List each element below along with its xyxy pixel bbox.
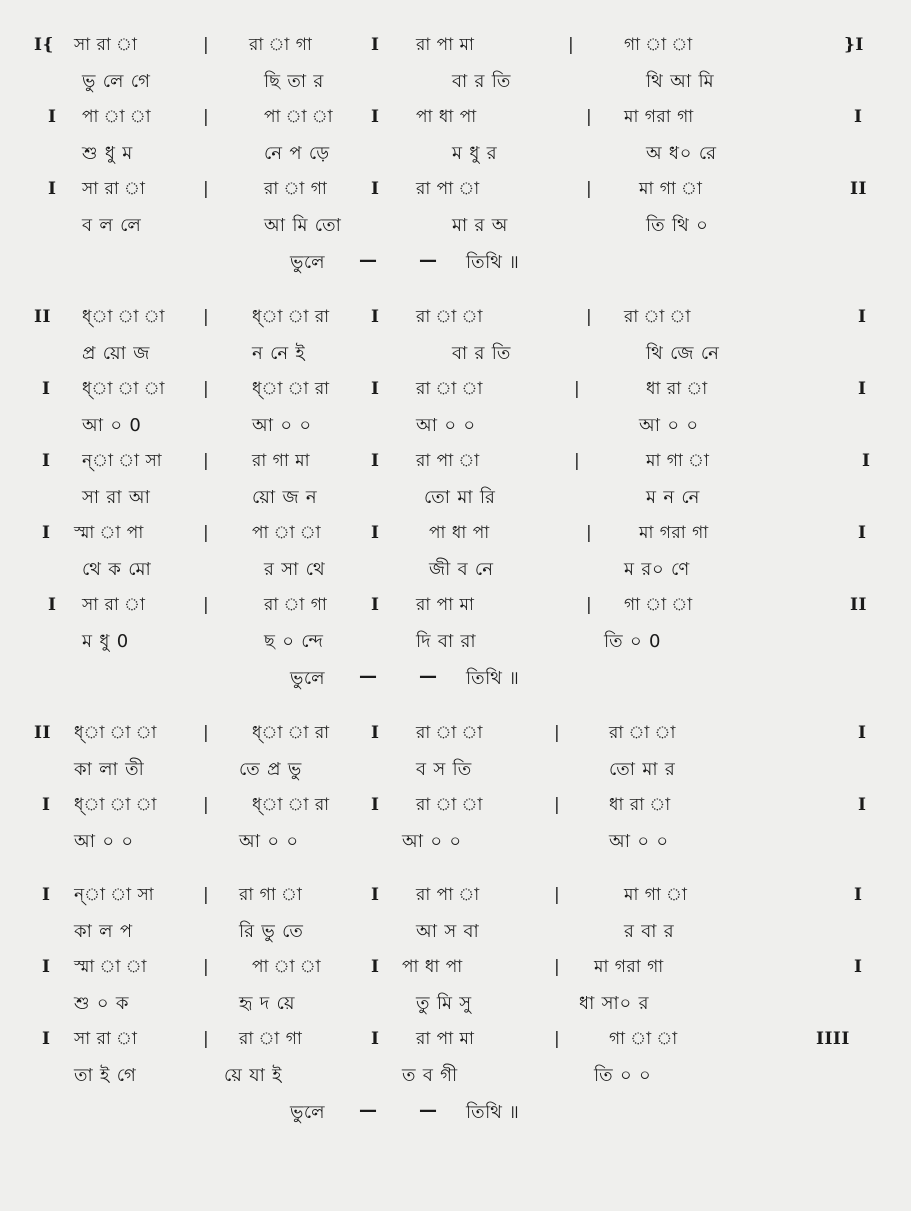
end-barline: }I xyxy=(844,35,864,55)
measure-1: পা া া xyxy=(82,107,152,127)
lyric-group-4: র বা র xyxy=(624,920,675,942)
lyric-group-4: আ ০ ০ xyxy=(609,830,669,852)
start-barline: I xyxy=(42,379,51,399)
lyric-row xyxy=(34,823,877,860)
measure-3: রা পা া xyxy=(416,179,480,199)
notation-row xyxy=(34,716,877,751)
lyric-group-4: ম র০ ণে xyxy=(624,558,691,580)
notation-row xyxy=(34,1022,877,1057)
refrain-word: তিথি ॥ xyxy=(466,668,520,689)
end-barline: I xyxy=(854,885,863,905)
lyric-group-4: ধা সা০ র xyxy=(579,992,650,1014)
measure-4: মা গরা গা xyxy=(594,957,664,977)
measure-barline: I xyxy=(371,595,380,615)
measure-3: রা পা মা xyxy=(416,35,475,55)
beat-divider: | xyxy=(203,795,210,815)
beat-divider: | xyxy=(586,179,593,199)
start-barline: II xyxy=(34,307,51,327)
beat-divider: | xyxy=(203,451,210,471)
measure-2: পা া া xyxy=(252,957,322,977)
lyric-group-1: কা ল প xyxy=(74,920,133,942)
measure-4: মা গা া xyxy=(639,179,703,199)
refrain-word: ভুলে xyxy=(290,1102,326,1123)
beat-divider: | xyxy=(203,179,210,199)
measure-barline: I xyxy=(371,523,380,543)
measure-1: ন্া া সা xyxy=(82,451,163,471)
measure-2: রা া গা xyxy=(264,595,328,615)
measure-1: ধ্া া া xyxy=(82,307,165,327)
measure-barline: I xyxy=(371,957,380,977)
start-barline: I xyxy=(42,523,51,543)
beat-divider: | xyxy=(554,795,561,815)
measure-barline: I xyxy=(371,179,380,199)
lyric-group-4: আ ০ ০ xyxy=(639,414,699,436)
beat-divider: | xyxy=(203,107,210,127)
beat-divider: | xyxy=(574,451,581,471)
measure-1: ধ্া া া xyxy=(82,379,165,399)
refrain-word: তিথি ॥ xyxy=(466,1102,520,1123)
lyric-row xyxy=(34,1057,877,1094)
start-barline: I xyxy=(48,179,57,199)
lyric-group-3: ত ব গী xyxy=(402,1064,458,1086)
lyric-group-2: নে প ড়ে xyxy=(264,142,330,164)
lyric-group-3: মা র অ xyxy=(452,214,509,236)
notation-section-1 xyxy=(34,28,877,282)
measure-2: ধ্া া রা xyxy=(252,379,330,399)
beat-divider: | xyxy=(586,523,593,543)
lyric-group-2: য়ো জ ন xyxy=(252,486,318,508)
notation-row xyxy=(34,28,877,63)
measure-barline: I xyxy=(371,107,380,127)
lyric-group-4: থি আ মি xyxy=(646,70,715,92)
end-barline: I xyxy=(854,107,863,127)
beat-divider: | xyxy=(554,885,561,905)
lyric-row xyxy=(34,407,877,444)
end-barline: II xyxy=(850,179,867,199)
lyric-group-4: তি ০ 0 xyxy=(604,630,662,652)
lyric-group-3: জী ব নে xyxy=(429,558,494,580)
measure-2: পা া া xyxy=(264,107,334,127)
measure-barline: I xyxy=(371,795,380,815)
measure-2: রা া গা xyxy=(239,1029,303,1049)
lyric-group-2: আ ০ ০ xyxy=(252,414,312,436)
beat-divider: | xyxy=(203,885,210,905)
measure-1: স্মা া া xyxy=(74,957,147,977)
measure-3: রা া া xyxy=(416,379,483,399)
end-barline: I xyxy=(858,795,867,815)
lyric-group-4: তি ০ ০ xyxy=(594,1064,652,1086)
lyric-group-1: আ ০ 0 xyxy=(82,414,142,436)
measure-3: রা পা া xyxy=(416,451,480,471)
refrain-line xyxy=(34,660,877,698)
measure-2: রা া গা xyxy=(264,179,328,199)
measure-4: মা গরা গা xyxy=(624,107,694,127)
measure-2: রা গা া xyxy=(239,885,303,905)
start-barline: I xyxy=(48,107,57,127)
lyric-group-1: থে ক মো xyxy=(82,558,152,580)
measure-3: পা ধা পা xyxy=(429,523,490,543)
lyric-group-1: শু ধু ম xyxy=(82,142,134,164)
lyric-group-1: শু ০ ক xyxy=(74,992,130,1014)
lyric-row xyxy=(34,135,877,172)
beat-divider: | xyxy=(203,523,210,543)
start-barline: I{ xyxy=(34,35,54,55)
lyric-group-2: হৃ দ য়ে xyxy=(239,992,296,1014)
lyric-group-4: অ ধ০ রে xyxy=(646,142,717,164)
lyric-group-1: ভু লে গে xyxy=(82,70,151,92)
measure-3: পা ধা পা xyxy=(402,957,463,977)
start-barline: I xyxy=(42,795,51,815)
start-barline: I xyxy=(48,595,57,615)
measure-4: রা া া xyxy=(624,307,691,327)
lyric-group-3: আ ০ ০ xyxy=(416,414,476,436)
end-barline: II xyxy=(850,595,867,615)
lyric-row xyxy=(34,913,877,950)
end-barline: I xyxy=(858,307,867,327)
refrain-dash: — xyxy=(419,666,437,687)
start-barline: I xyxy=(42,1029,51,1049)
measure-2: রা া গা xyxy=(249,35,313,55)
measure-barline: I xyxy=(371,307,380,327)
measure-barline: I xyxy=(371,885,380,905)
measure-3: রা পা মা xyxy=(416,1029,475,1049)
end-barline: I xyxy=(858,723,867,743)
measure-3: রা া া xyxy=(416,307,483,327)
lyric-row xyxy=(34,985,877,1022)
measure-4: মা গা া xyxy=(624,885,688,905)
lyric-group-2: তে প্র ভু xyxy=(239,758,303,780)
measure-1: সা রা া xyxy=(82,595,146,615)
refrain-line xyxy=(34,244,877,282)
beat-divider: | xyxy=(554,723,561,743)
lyric-group-2: রি ভু তে xyxy=(239,920,304,942)
measure-4: রা া া xyxy=(609,723,676,743)
lyric-group-4: তো মা র xyxy=(609,758,676,780)
lyric-group-3: আ স বা xyxy=(416,920,480,942)
lyric-group-1: ব ল লে xyxy=(82,214,142,236)
end-barline: I xyxy=(858,523,867,543)
measure-barline: I xyxy=(371,1029,380,1049)
measure-4: গা া া xyxy=(624,595,693,615)
lyric-row xyxy=(34,63,877,100)
beat-divider: | xyxy=(203,1029,210,1049)
measure-2: ধ্া া রা xyxy=(252,307,330,327)
start-barline: II xyxy=(34,723,51,743)
beat-divider: | xyxy=(203,35,210,55)
lyric-row xyxy=(34,335,877,372)
lyric-group-4: ম ন নে xyxy=(646,486,701,508)
lyric-group-2: ছ ০ ন্দে xyxy=(264,630,324,652)
lyric-group-2: য়ে যা ই xyxy=(224,1064,283,1086)
beat-divider: | xyxy=(554,1029,561,1049)
end-barline: IIII xyxy=(816,1029,850,1049)
refrain-word: ভুলে xyxy=(290,668,326,689)
lyric-group-2: ন নে ই xyxy=(252,342,306,364)
notation-row xyxy=(34,950,877,985)
refrain-dash: — xyxy=(359,1100,377,1121)
lyric-group-4: থি জে নে xyxy=(646,342,720,364)
measure-barline: I xyxy=(371,451,380,471)
lyric-group-2: ছি তা র xyxy=(264,70,325,92)
lyric-group-3: ব স তি xyxy=(416,758,473,780)
measure-1: ন্া া সা xyxy=(74,885,155,905)
lyric-row xyxy=(34,623,877,660)
start-barline: I xyxy=(42,957,51,977)
refrain-word: তিথি ॥ xyxy=(466,252,520,273)
measure-4: ধা রা া xyxy=(646,379,708,399)
measure-3: রা া া xyxy=(416,795,483,815)
refrain-dash: — xyxy=(419,250,437,271)
measure-2: পা া া xyxy=(252,523,322,543)
lyric-group-1: ম ধু 0 xyxy=(82,630,129,652)
refrain-dash: — xyxy=(359,250,377,271)
refrain-dash: — xyxy=(359,666,377,687)
measure-barline: I xyxy=(371,35,380,55)
measure-3: রা পা মা xyxy=(416,595,475,615)
notation-row xyxy=(34,516,877,551)
refrain-word: ভুলে xyxy=(290,252,326,273)
refrain-dash: — xyxy=(419,1100,437,1121)
start-barline: I xyxy=(42,885,51,905)
measure-barline: I xyxy=(371,723,380,743)
lyric-group-3: আ ০ ০ xyxy=(402,830,462,852)
lyric-group-1: আ ০ ০ xyxy=(74,830,134,852)
measure-1: সা রা া xyxy=(82,179,146,199)
notation-section-2 xyxy=(34,300,877,698)
lyric-group-3: তু মি সু xyxy=(416,992,472,1014)
measure-barline: I xyxy=(371,379,380,399)
notation-row xyxy=(34,172,877,207)
measure-1: সা রা া xyxy=(74,1029,138,1049)
notation-row xyxy=(34,100,877,135)
notation-section-4 xyxy=(34,878,877,1132)
beat-divider: | xyxy=(554,957,561,977)
notation-row xyxy=(34,372,877,407)
measure-4: গা া া xyxy=(609,1029,678,1049)
measure-3: পা ধা পা xyxy=(416,107,477,127)
beat-divider: | xyxy=(586,307,593,327)
lyric-group-1: সা রা আ xyxy=(82,486,151,508)
measure-4: গা া া xyxy=(624,35,693,55)
notation-row xyxy=(34,788,877,823)
lyric-group-4: তি থি ০ xyxy=(646,214,709,236)
measure-1: ধ্া া া xyxy=(74,795,157,815)
lyric-group-1: কা লা তী xyxy=(74,758,145,780)
refrain-line xyxy=(34,1094,877,1132)
measure-1: স্মা া পা xyxy=(74,523,144,543)
measure-4: ধা রা া xyxy=(609,795,671,815)
lyric-row xyxy=(34,479,877,516)
notation-row xyxy=(34,878,877,913)
measure-1: সা রা া xyxy=(74,35,138,55)
lyric-group-3: ম ধু র xyxy=(452,142,498,164)
beat-divider: | xyxy=(203,957,210,977)
measure-4: মা গা া xyxy=(646,451,710,471)
lyric-group-3: দি বা রা xyxy=(416,630,477,652)
measure-2: ধ্া া রা xyxy=(252,795,330,815)
lyric-group-1: তা ই গে xyxy=(74,1064,137,1086)
measure-1: ধ্া া া xyxy=(74,723,157,743)
beat-divider: | xyxy=(586,107,593,127)
lyric-group-3: বা র তি xyxy=(452,70,512,92)
lyric-group-2: আ মি তো xyxy=(264,214,342,236)
start-barline: I xyxy=(42,451,51,471)
measure-2: ধ্া া রা xyxy=(252,723,330,743)
lyric-group-3: বা র তি xyxy=(452,342,512,364)
lyric-group-2: র সা থে xyxy=(264,558,326,580)
beat-divider: | xyxy=(203,307,210,327)
lyric-row xyxy=(34,751,877,788)
measure-4: মা গরা গা xyxy=(639,523,709,543)
measure-2: রা গা মা xyxy=(252,451,311,471)
beat-divider: | xyxy=(203,379,210,399)
beat-divider: | xyxy=(586,595,593,615)
measure-3: রা পা া xyxy=(416,885,480,905)
beat-divider: | xyxy=(203,723,210,743)
lyric-group-2: আ ০ ০ xyxy=(239,830,299,852)
beat-divider: | xyxy=(574,379,581,399)
notation-row xyxy=(34,300,877,335)
lyric-group-3: তো মা রি xyxy=(424,486,496,508)
notation-row xyxy=(34,588,877,623)
notation-section-3 xyxy=(34,716,877,860)
lyric-row xyxy=(34,551,877,588)
lyric-row xyxy=(34,207,877,244)
end-barline: I xyxy=(862,451,871,471)
notation-row xyxy=(34,444,877,479)
beat-divider: | xyxy=(568,35,575,55)
beat-divider: | xyxy=(203,595,210,615)
end-barline: I xyxy=(858,379,867,399)
lyric-group-1: প্র য়ো জ xyxy=(82,342,151,364)
end-barline: I xyxy=(854,957,863,977)
measure-3: রা া া xyxy=(416,723,483,743)
